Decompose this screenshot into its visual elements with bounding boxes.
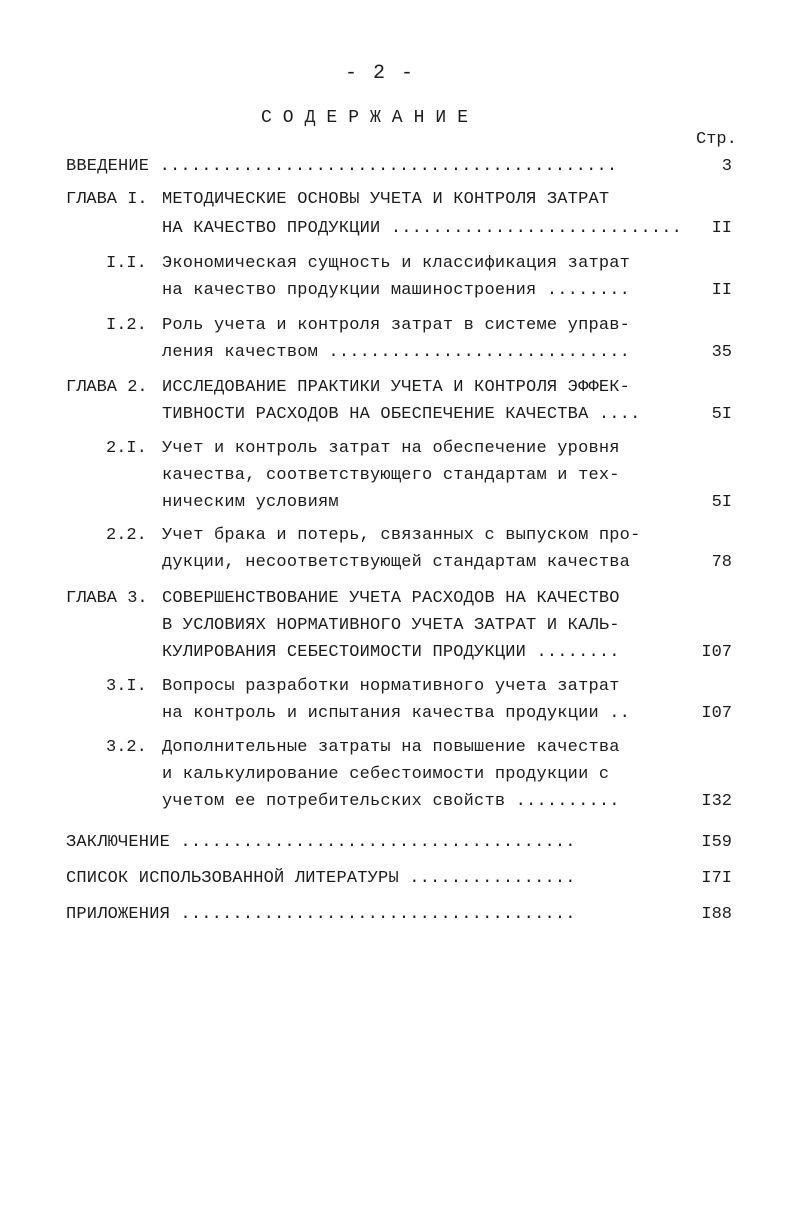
toc-entry-title-line: ЗАКЛЮЧЕНИЕ ...................................... (66, 833, 576, 852)
toc-entry-title-line: НА КАЧЕСТВО ПРОДУКЦИИ ............................ (162, 219, 683, 238)
toc-entry-title-line: КУЛИРОВАНИЯ СЕБЕСТОИМОСТИ ПРОДУКЦИИ ........ (162, 643, 620, 662)
page-number: - 2 - (344, 62, 415, 85)
toc-entry-page: 5I (711, 405, 732, 424)
toc-entry-number: ГЛАВА 3. (66, 589, 148, 608)
toc-entry-title-line: Экономическая сущность и классификация затрат (162, 254, 631, 273)
toc-entry-title-line: качества, соответствующего стандартам и тех- (162, 466, 620, 485)
toc-entry-title-line: дукции, несоответствующей стандартам качества (162, 553, 631, 572)
toc-entry-page: 35 (711, 343, 732, 362)
toc-entry-title-line: ления качеством ............................. (162, 343, 631, 362)
toc-entry-title-line: ническим условиям (162, 493, 339, 512)
toc-entry-title-line: учетом ее потребительских свойств .......... (162, 792, 620, 811)
toc-entry-page: I7I (701, 869, 732, 888)
toc-entry-number: 2.2. (106, 526, 147, 545)
toc-entry-page: 78 (711, 553, 732, 572)
toc-entry-title-line: Учет и контроль затрат на обеспечение уровня (162, 439, 620, 458)
toc-entry-page: I32 (701, 792, 732, 811)
toc-entry-page: I59 (701, 833, 732, 852)
toc-entry-title-line: ТИВНОСТИ РАСХОДОВ НА ОБЕСПЕЧЕНИЕ КАЧЕСТВА .... (162, 405, 641, 424)
toc-entry-number: 3.2. (106, 738, 147, 757)
toc-entry-page: II (711, 219, 732, 238)
toc-entry-title-line: и калькулирование себестоимости продукции с (162, 765, 610, 784)
toc-entry-title-line: СОВЕРШЕНСТВОВАНИЕ УЧЕТА РАСХОДОВ НА КАЧЕСТВО (162, 589, 620, 608)
toc-entry-page: II (711, 281, 732, 300)
toc-entry-page: I07 (701, 704, 732, 723)
toc-entry-number: ГЛАВА 2. (66, 378, 148, 397)
page-title: СОДЕРЖАНИЕ (260, 108, 480, 128)
toc-entry-title-line: ИССЛЕДОВАНИЕ ПРАКТИКИ УЧЕТА И КОНТРОЛЯ ЭФФЕК- (162, 378, 631, 397)
toc-entry-title-line: на контроль и испытания качества продукции .. (162, 704, 631, 723)
toc-entry-title-line: ВВЕДЕНИЕ ............................................ (66, 157, 618, 176)
toc-entry-number: I.I. (106, 254, 147, 273)
toc-entry-number: ГЛАВА I. (66, 190, 148, 209)
toc-entry-title-line: Роль учета и контроля затрат в системе управ- (162, 316, 631, 335)
toc-entry-number: 2.I. (106, 439, 147, 458)
toc-entry-page: 3 (721, 157, 732, 176)
toc-entry-number: I.2. (106, 316, 147, 335)
toc-entry-title-line: Дополнительные затраты на повышение качества (162, 738, 620, 757)
toc-entry-title-line: Учет брака и потерь, связанных с выпуском про- (162, 526, 641, 545)
toc-entry-title-line: СПИСОК ИСПОЛЬЗОВАННОЙ ЛИТЕРАТУРЫ ................ (66, 869, 576, 888)
toc-entry-page: 5I (711, 493, 732, 512)
toc-entry-title-line: МЕТОДИЧЕСКИЕ ОСНОВЫ УЧЕТА И КОНТРОЛЯ ЗАТРАТ (162, 190, 610, 209)
toc-entry-page: I88 (701, 905, 732, 924)
toc-entry-title-line: ПРИЛОЖЕНИЯ ...................................... (66, 905, 576, 924)
toc-entry-title-line: на качество продукции машиностроения ........ (162, 281, 631, 300)
toc-entry-title-line: В УСЛОВИЯХ НОРМАТИВНОГО УЧЕТА ЗАТРАТ И КАЛЬ- (162, 616, 620, 635)
toc-entry-page: I07 (701, 643, 732, 662)
toc-entry-number: 3.I. (106, 677, 147, 696)
toc-entry-title-line: Вопросы разработки нормативного учета затрат (162, 677, 620, 696)
page-column-label: Стр. (696, 130, 737, 149)
